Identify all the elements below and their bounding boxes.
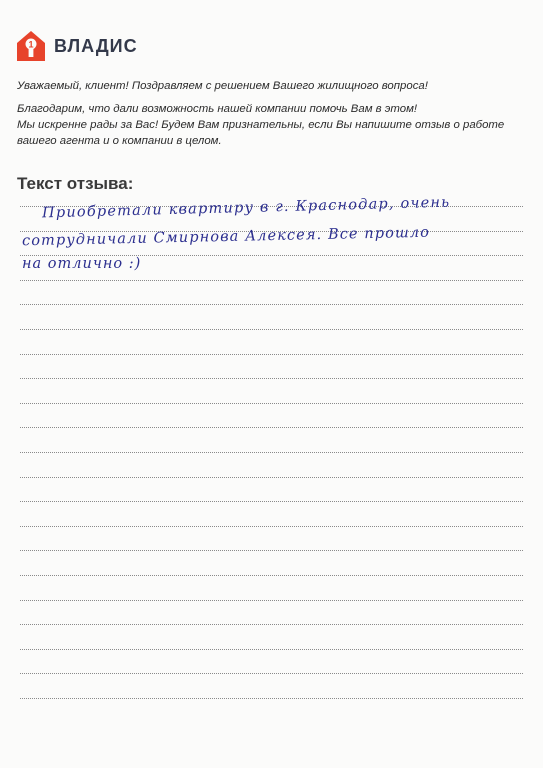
review-handwriting-line-2: сотрудничали Смирнова Алексея. Все прошло (21, 224, 431, 250)
company-logo (16, 30, 138, 62)
review-handwriting-line-3: на отлично :) (22, 256, 142, 272)
review-handwriting-line-1: Приобретали квартиру в г. Краснодар, очень (41, 194, 451, 222)
ruled-line (20, 501, 523, 502)
review-title: Текст отзыва: (17, 174, 134, 193)
ruled-line (20, 649, 523, 650)
ruled-line (20, 550, 523, 551)
greeting-line: Уважаемый, клиент! Поздравляем с решением Вашего жилищного вопроса! (17, 80, 428, 92)
brand-name: ВЛАДИС (54, 35, 138, 56)
ruled-line (20, 354, 523, 355)
house-with-key-icon (16, 30, 46, 62)
thanks-line: Благодарим, что дали возможность нашей компании помочь Вам в этом! (17, 103, 418, 115)
request-line: Мы искренне рады за Вас! Будем Вам признательны, если Вы напишите отзыв о работе (17, 119, 505, 131)
ruled-line (20, 600, 523, 601)
ruled-line (20, 403, 523, 404)
request-line-continued: вашего агента и о компании в целом. (17, 135, 222, 147)
ruled-line (20, 526, 523, 527)
ruled-line (20, 452, 523, 453)
ruled-line (20, 304, 523, 305)
ruled-line (20, 427, 523, 428)
ruled-line (20, 575, 523, 576)
ruled-line (20, 329, 523, 330)
ruled-line (20, 698, 523, 699)
intro-text (17, 78, 517, 149)
ruled-line (20, 280, 523, 281)
svg-text:1: 1 (28, 39, 34, 50)
ruled-line (20, 378, 523, 379)
ruled-line (20, 673, 523, 674)
ruled-line (20, 624, 523, 625)
ruled-line (20, 477, 523, 478)
